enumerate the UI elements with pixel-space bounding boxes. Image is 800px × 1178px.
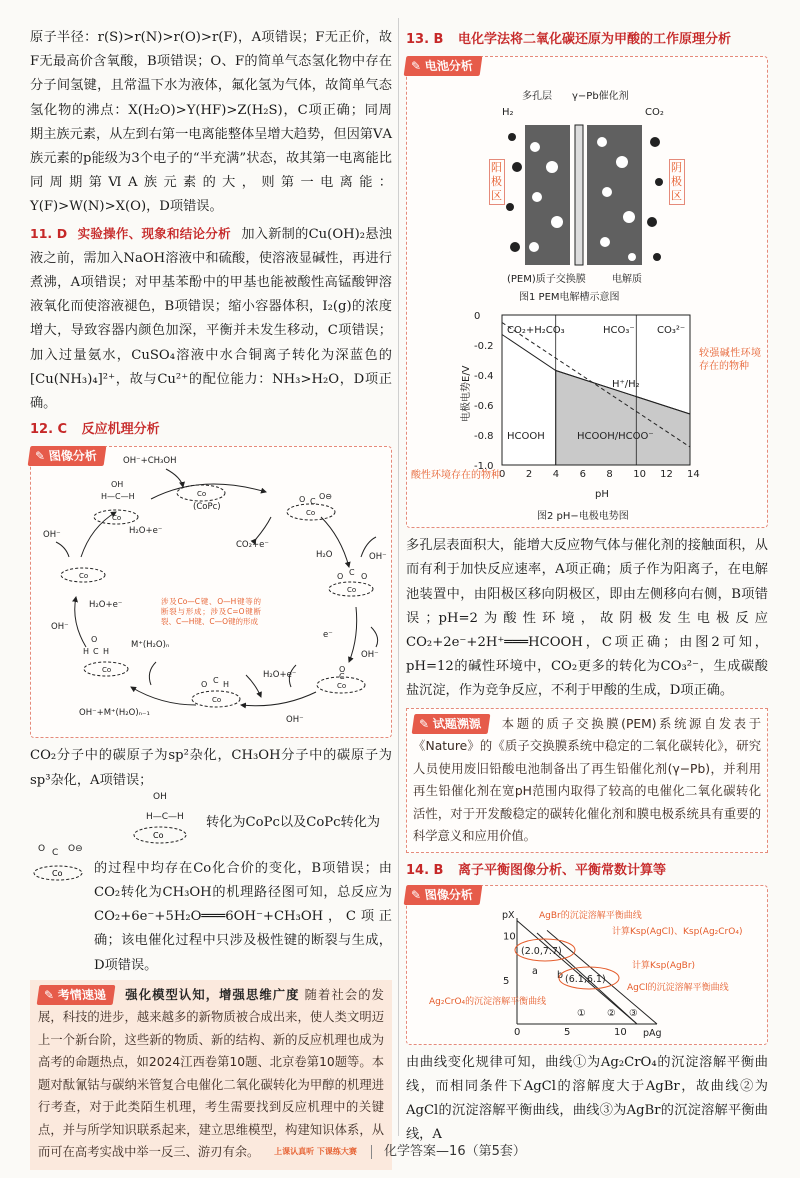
ph-y-tick: -0.2 (474, 341, 494, 353)
px-x-tick: 10 (614, 1026, 627, 1038)
mech-m-input: M⁺(H₂O)ₙ (131, 640, 170, 651)
pem-electrode-body (506, 125, 663, 265)
source-tag-label: 试题溯源 (432, 716, 483, 731)
ann-ksp-agcl-ag2cro4: 计算Ksp(AgCl)、Ksp(Ag₂CrO₄) (612, 926, 743, 937)
svg-text:H—C—H: H—C—H (146, 811, 184, 822)
image-analysis-tag-label: 图像分析 (48, 449, 99, 464)
svg-text:C: C (52, 847, 59, 858)
cell-figure-box (406, 56, 768, 528)
q13-title: 电化学法将二氧化碳还原为甲酸的工作原理分析 (458, 32, 732, 47)
ph-x-tick: 12 (660, 469, 673, 481)
px-pag-chart (407, 886, 765, 1042)
svg-text:O: O (201, 680, 208, 690)
ph-chart-caption: 图2 pH−电极电势图 (537, 511, 629, 523)
point-b-coord: (6.1,6.1) (565, 973, 606, 985)
ph-x-axis-label: pH (595, 489, 609, 501)
svg-text:C: C (310, 497, 316, 507)
cycle-arrow (75, 597, 86, 647)
ph-y-axis-label: 电极电势E/V (461, 365, 472, 423)
px-y-tick: 10 (503, 931, 516, 943)
footer-logo: 上课认真听 下课练大赛 (274, 1147, 357, 1156)
page-footer (0, 1140, 800, 1159)
mech-co-label-7: Co (79, 572, 89, 581)
mech-co-label-8: Co (112, 514, 122, 523)
px-y-tick: 5 (503, 975, 510, 987)
svg-text:H—C—H: H—C—H (101, 492, 135, 502)
ann-ag2cro4-curve: Ag₂CrO₄的沉淀溶解平衡曲线 (429, 996, 547, 1007)
q14-heading (406, 859, 768, 883)
svg-text:O⊖: O⊖ (319, 492, 332, 502)
px-x-tick: 5 (564, 1026, 571, 1038)
svg-text:H: H (103, 647, 110, 657)
exam-trend-text: 随着社会的发展，科技的进步，越来越多的新物质被合成出来，使人类文明迈上一个新台阶，这些新的物质、新的结构、新的反应机理也成为高考的命题热点，如2024江西卷第10题、北京卷第10题等。本题对酞氰钴与碳纳米管复合电催化二氧化碳转化为甲醇的机理进行考查，对于此类陌生机理，考生需要找到反应机理中的关键点，并与所学知识联系起来，建立思维模型，构建知识体系，从而可在高考实战中举一反三、游刃有余。 (38, 987, 384, 1160)
pem-electrolyte-label: 电解质 (612, 274, 642, 286)
ann-basic-species: 较强碱性环境存在的物种 (699, 348, 761, 373)
mech-h2o-e-2: H₂O+e⁻ (263, 670, 297, 681)
mech-co2-input: CO₂+e⁻ (236, 540, 269, 551)
svg-text:O: O (38, 843, 46, 854)
ann-agbr-curve: AgBr的沉淀溶解平衡曲线 (539, 910, 642, 921)
q13-explanation: 多孔层表面积大，能增大反应物气体与催化剂的接触面积，从而有利于加快反应速率，A项正确；质子作为阳离子，在电解池装置中，由阳极区移向阴极区，即由左侧移向右侧，B项错误；pH=2为酸性环境，故阴极发生电极反应CO₂+2e⁻+2H⁺═══HCOOH，C项正确；由图2可知，pH=12的碱性环境中，CO₂更多的转化为CO₃²⁻，生成碳酸盐沉淀，作为竞争反应，不利于甲酸的生成，D项正确。 (406, 538, 768, 699)
q13-number: 13. B (406, 32, 444, 47)
pem-porous-label: 多孔层 (522, 91, 552, 103)
mech-orange-note: 涉及Co—C键、O—H键等的断裂与形成；涉及C=O键断裂、C—H键、C—O键的形成 (161, 597, 261, 627)
q12-title: 反应机理分析 (81, 422, 160, 438)
point-b-label: b (557, 969, 564, 981)
svg-text:C: C (93, 647, 99, 657)
q12-explanation-a: CO₂分子中的碳原子为sp²杂化，CH₃OH分子中的碳原子为sp³杂化，A项错误； (30, 748, 392, 788)
mech-co-label-6: Co (102, 666, 112, 675)
q14-title: 离子平衡图像分析、平衡常数计算等 (458, 862, 667, 878)
exam-trend-tag-label: 考情速递 (57, 987, 108, 1002)
mechanism-diagram (31, 447, 389, 735)
curve-1-label: ① (577, 1007, 586, 1019)
mechanism-figure-box (30, 446, 392, 738)
point-a-coord: (2.0,7.7) (521, 945, 562, 957)
q12-heading (30, 418, 392, 442)
svg-text:O: O (299, 495, 306, 505)
mech-oh-3: OH⁻ (286, 715, 304, 726)
pem-electrolyzer-diagram (407, 57, 765, 307)
ph-potential-chart (407, 307, 765, 527)
image-analysis-tag: ✎ 图像分析 (29, 445, 111, 469)
mech-electron: e⁻ (323, 630, 333, 641)
q12-number: 12. C (30, 422, 68, 438)
mech-co-label-4: Co (337, 682, 347, 691)
ph-x-tick: 2 (525, 469, 533, 481)
q12-inline-structure-row-2 (30, 843, 392, 978)
exam-trend-tag: ✎ 考情速递 (37, 985, 116, 1005)
ph-y-tick: -0.8 (474, 431, 494, 443)
q12-explanation-c: 的过程中均存在Co化合价的变化，B项错误；由CO₂转化为CH₃OH的机理路径图可知，总反应为CO₂+6e⁻+5H₂O═══6OH⁻+CH₃OH，C项正确；该电催化过程中只涉及极性键的断裂与生成，D项错误。 (94, 860, 392, 973)
svg-text:OH: OH (153, 791, 167, 802)
mech-oh-5: OH⁻ (43, 530, 61, 541)
cell-analysis-tag: ✎ 电池分析 (405, 55, 487, 79)
pem-co2-label: CO₂ (645, 107, 664, 119)
footer-page-label: 化学答案—16（第5套） (384, 1144, 526, 1159)
q11-block (30, 222, 392, 417)
ann-acid-species: 酸性环境存在的物种 (411, 470, 501, 482)
curve-3-label: ③ (629, 1007, 638, 1019)
ann-ksp-agbr: 计算Ksp(AgBr) (632, 960, 696, 971)
ph-x-tick: 6 (579, 469, 586, 481)
region-co3: CO₃²⁻ (657, 325, 686, 337)
mech-co-label-2: Co (306, 509, 316, 518)
px-y-axis-label: pX (502, 909, 515, 921)
mech-h2o-e-1: H₂O+e⁻ (129, 526, 163, 537)
q11-explanation: 加入新制的Cu(OH)₂悬浊液之前，需加入NaOH溶液中和硫酸，使溶液显碱性，再进行煮沸，A项错误；对甲基苯酚中的甲基也能被酸性高锰酸钾溶液氧化而使溶液褪色，B项错误；缩小容器体积，I₂(g)的浓度增大，导致容器内颜色加深，平衡并未发生移动，C项错误；加入过量氨水，CuSO₄溶液中水合铜离子转化为深蓝色的[Cu(NH₃)₄]²⁺，故与Cu²⁺的配位能力：NH₃>H₂O，D项正确。 (30, 226, 392, 412)
ph-x-tick: 4 (552, 469, 560, 481)
column-divider (398, 18, 399, 1136)
pem-catalyst-label: γ−Pb催化剂 (572, 91, 629, 103)
pem-caption: 图1 PEM电解槽示意图 (519, 292, 620, 304)
cycle-arrow (131, 687, 196, 705)
ph-y-tick: -1.0 (474, 461, 494, 473)
svg-text:O⊖: O⊖ (68, 843, 83, 854)
cycle-arrow (349, 607, 357, 662)
q14-explanation: 由曲线变化规律可知，曲线①为Ag₂CrO₄的沉淀溶解平衡曲线，而相同条件下AgCl的溶解度大于AgBr，故曲线②为AgCl的沉淀溶解平衡曲线，曲线③为AgBr的沉淀溶解平衡曲线，A (406, 1054, 768, 1143)
ph-x-tick: 10 (633, 469, 647, 481)
svg-text:OH: OH (111, 480, 124, 490)
region-hco3: HCO₃⁻ (603, 325, 635, 337)
mech-top-output: OH⁻+CH₃OH (123, 456, 177, 467)
region-co2-h2co3: CO₂+H₂CO₃ (507, 325, 565, 337)
cycle-arrow (81, 512, 116, 557)
pem-cathode-label: 阴极区 (669, 159, 685, 205)
q13-heading (406, 28, 768, 52)
structure-co-label: Co (153, 830, 164, 840)
mech-oh-2: OH⁻ (361, 650, 379, 661)
svg-text:O: O (361, 572, 368, 582)
cycle-arrow (241, 692, 316, 706)
source-tag: ✎ 试题溯源 (412, 714, 491, 734)
q12-explanation-b: 转化为CoPc以及CoPc转化为 (206, 814, 381, 830)
ph-y-tick: 0 (474, 311, 481, 323)
q10-explanation: 原子半径：r(S)>r(N)>r(O)>r(F)，A项错误；F无正价，故F无最高价含氧酸，B项错误；O、F的简单气态氢化物中存在分子间氢键，且常温下水为液体，氟化氢为气体，故简单气态氢化物的沸点：X(H₂O)>Y(HF)>Z(H₂S)，C项正确；同周期主族元素，从左到右第一电离能整体呈增大趋势，但因第ⅤA族元素的p能级为3个电子的“半充满”状态，故其第一电离能比同周期第ⅥA族元素的大，则第一电离能：Y(F)>W(N)>X(O)，D项错误。 (30, 30, 392, 215)
right-column (406, 26, 768, 1148)
ph-x-tick: 14 (687, 469, 700, 481)
svg-text:H: H (223, 680, 230, 690)
mech-m-output: OH⁻+M⁺(H₂O)ₙ₋₁ (79, 708, 150, 719)
region-hcooh-hcoo: HCOOH/HCOO⁻ (577, 431, 654, 443)
ph-y-tick: -0.6 (474, 401, 494, 413)
svg-text:C: C (213, 676, 219, 686)
left-column (30, 26, 392, 1170)
px-x-tick: 0 (514, 1026, 521, 1038)
point-a-label: a (532, 965, 538, 977)
exam-trend-key: 强化模型认知，增强思维广度 (125, 987, 300, 1002)
h-h2-line-label: H⁺/H₂ (612, 379, 640, 391)
mech-oh-1: OH⁻ (369, 552, 387, 563)
q14-image-tag-label: 图像分析 (424, 887, 475, 902)
source-box (406, 708, 768, 853)
svg-text:H: H (83, 647, 90, 657)
ann-agcl-curve: AgCl的沉淀溶解平衡曲线 (627, 982, 729, 993)
cell-analysis-tag-label: 电池分析 (424, 59, 475, 74)
px-x-axis-label: pAg (643, 1027, 662, 1039)
curve-2-label: ② (607, 1007, 616, 1019)
mech-catalyst-label: (CoPc) (193, 502, 221, 513)
cycle-arrow (151, 484, 266, 499)
pem-h2-label: H₂ (502, 107, 514, 119)
q14-figure-box (406, 885, 768, 1045)
mech-h2o-1: H₂O (316, 550, 333, 561)
mech-oh-4: OH⁻ (51, 622, 69, 633)
svg-text:C: C (349, 568, 355, 578)
svg-text:O: O (339, 665, 346, 675)
ph-x-tick: 0 (499, 469, 506, 481)
mech-co-label: Co (197, 490, 207, 499)
q11-number: 11. D (30, 225, 68, 241)
structure-co-label-2: Co (52, 868, 63, 878)
ph-y-tick: -0.4 (474, 371, 494, 383)
q11-title: 实验操作、现象和结论分析 (77, 225, 231, 241)
mech-co-label-5: Co (212, 696, 222, 705)
source-text: 本题的质子交换膜(PEM)系统源自发表于《Nature》的《质子交换膜系统中稳定的二氧化碳转化》，研究人员使用废旧铅酸电池制备出了再生铅催化剂(γ−Pb)，并利用再生铅催化剂在宽pH范围内取得了较高的电催化二氧化碳转化活性，对于开发酸稳定的碳转化催化剂和膜电极系统具有重要的科学意义和应用价值。 (413, 716, 762, 844)
q14-image-tag: ✎ 图像分析 (405, 884, 487, 908)
ch2oh-co-structure (120, 789, 200, 853)
oco-co-structure (30, 841, 90, 885)
pem-membrane-label: (PEM)质子交换膜 (507, 274, 586, 286)
svg-text:O: O (337, 572, 344, 582)
mech-co-label-3: Co (347, 586, 357, 595)
mech-h2o-e-3: H₂O+e⁻ (89, 600, 123, 611)
region-hcooh: HCOOH (507, 431, 545, 443)
svg-text:C: C (339, 672, 345, 682)
q14-number: 14. B (406, 862, 444, 878)
ph-x-tick: 8 (606, 469, 613, 481)
svg-text:O: O (91, 635, 98, 645)
pem-anode-label: 阳极区 (489, 159, 505, 205)
